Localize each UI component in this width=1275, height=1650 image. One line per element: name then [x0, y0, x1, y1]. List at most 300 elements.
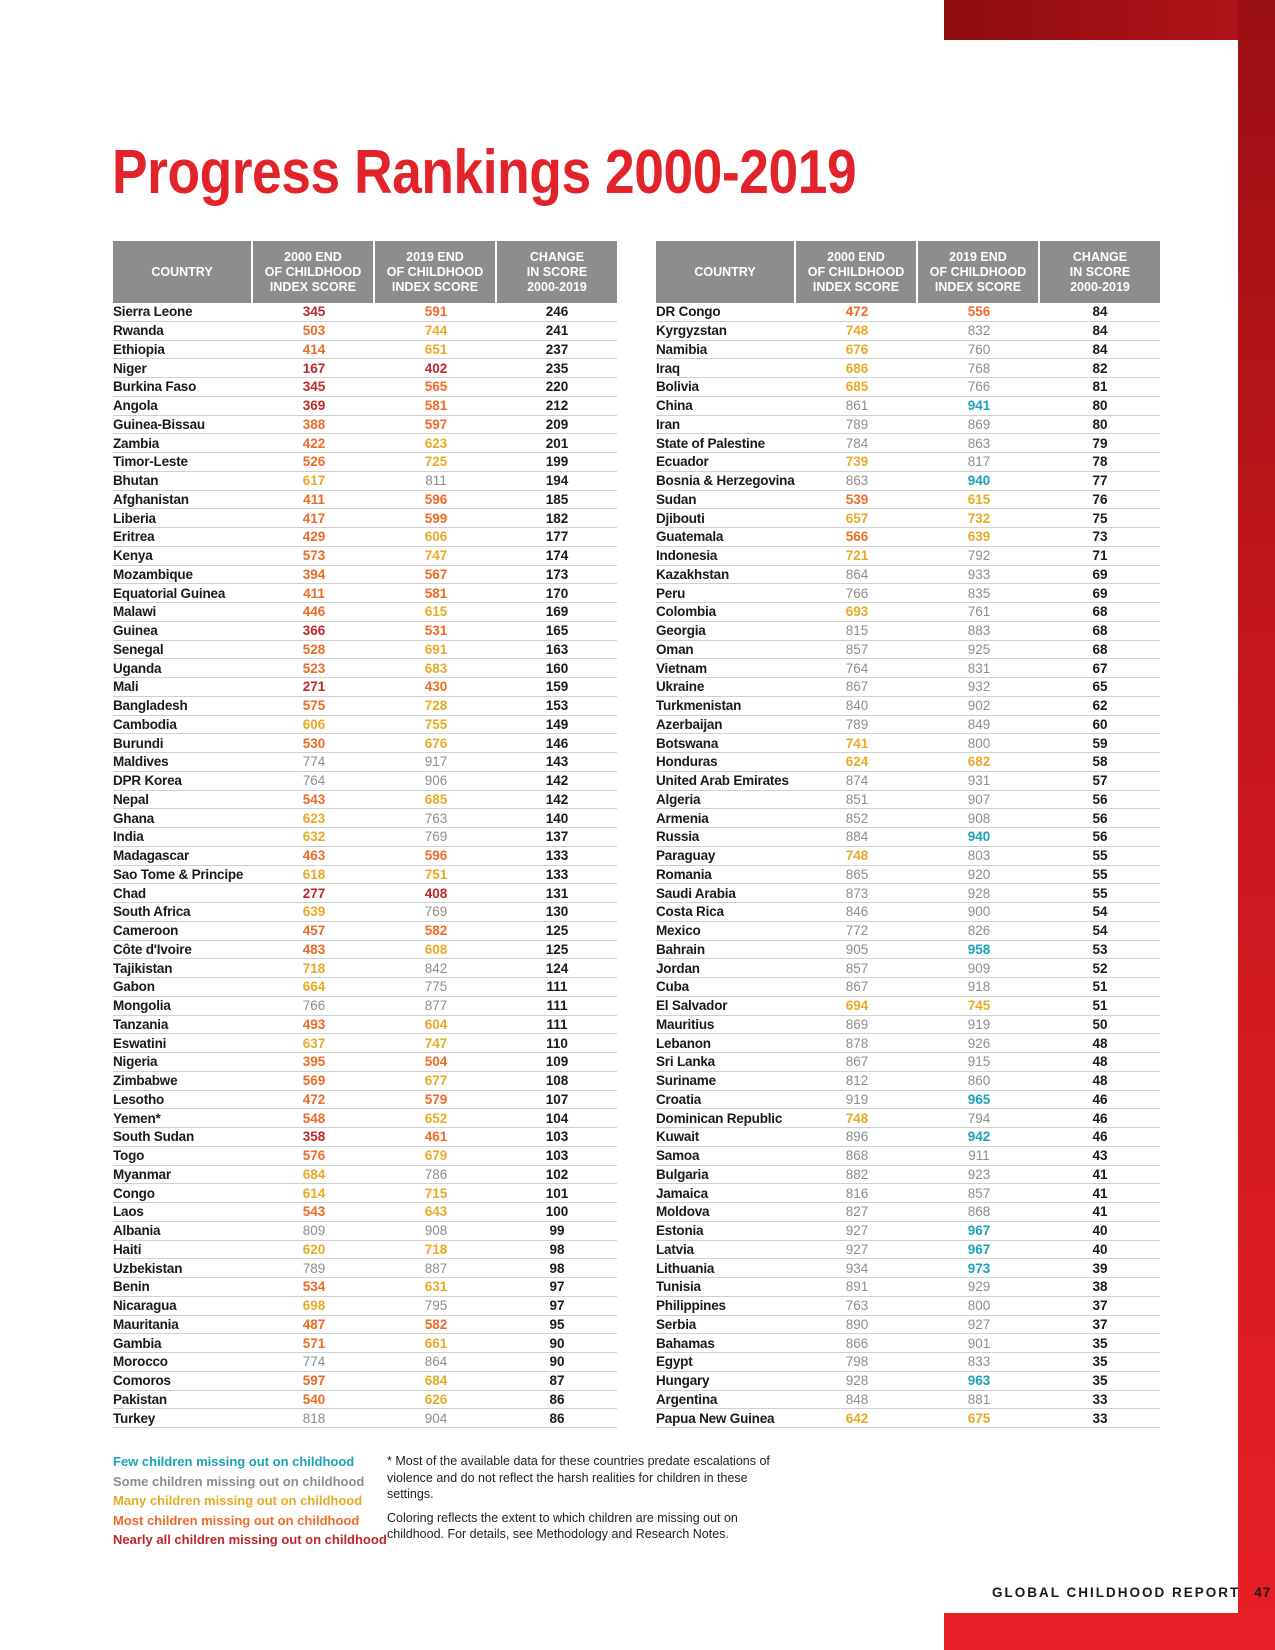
score-2000: 868: [845, 1148, 869, 1164]
score-change: 98: [549, 1260, 565, 1276]
score-2019: 958: [967, 941, 991, 957]
bottom-accent-bar: [944, 1613, 1275, 1650]
score-2000: 411: [303, 491, 325, 507]
score-change: 71: [1092, 548, 1108, 564]
score-2019: 581: [424, 585, 448, 601]
score-2000: 896: [845, 1129, 869, 1145]
score-change: 90: [549, 1335, 565, 1351]
score-change: 33: [1092, 1410, 1108, 1426]
score-change: 69: [1092, 585, 1108, 601]
score-2000: 566: [845, 529, 869, 545]
table-row: [656, 1034, 1160, 1053]
score-2019: 769: [424, 904, 448, 920]
country-name: Bhutan: [113, 473, 159, 489]
score-change: 125: [545, 923, 569, 939]
table-row: [656, 1241, 1160, 1260]
score-2019: 927: [967, 1316, 991, 1332]
score-change: 39: [1092, 1260, 1108, 1276]
table-row: [113, 734, 617, 753]
score-change: 48: [1092, 1073, 1108, 1089]
country-name: Kazakhstan: [656, 566, 730, 582]
country-name: Turkmenistan: [656, 698, 742, 714]
score-2000: 632: [302, 829, 326, 845]
score-2000: 664: [302, 979, 326, 995]
score-change: 102: [545, 1166, 569, 1182]
table-row: [656, 547, 1160, 566]
table-row: [656, 1072, 1160, 1091]
score-change: 173: [545, 566, 569, 582]
score-change: 68: [1092, 604, 1108, 620]
score-2019: 832: [967, 323, 991, 339]
table-row: [656, 1259, 1160, 1278]
score-2019: 800: [967, 1298, 991, 1314]
country-name: Botswana: [656, 735, 719, 751]
score-2000: 919: [845, 1091, 869, 1107]
score-2000: 548: [302, 1110, 326, 1126]
header-change: CHANGE IN SCORE 2000-2019: [497, 241, 617, 303]
score-2000: 463: [302, 848, 326, 864]
side-accent-bar: [1238, 0, 1275, 1650]
table-row: [656, 959, 1160, 978]
score-change: 237: [545, 341, 569, 357]
score-2019: 911: [968, 1148, 990, 1164]
table-row: [113, 922, 617, 941]
score-change: 142: [545, 773, 569, 789]
score-2000: 851: [845, 791, 869, 807]
score-2000: 861: [845, 398, 869, 414]
score-change: 69: [1092, 566, 1108, 582]
table-row: [656, 828, 1160, 847]
table-row: [656, 1334, 1160, 1353]
table-row: [656, 322, 1160, 341]
score-2019: 651: [424, 341, 448, 357]
score-2000: 766: [302, 998, 326, 1014]
table-row: [113, 997, 617, 1016]
score-2019: 967: [967, 1223, 991, 1239]
country-name: Ghana: [113, 810, 155, 826]
score-2019: 751: [424, 866, 448, 882]
score-change: 111: [546, 1016, 568, 1032]
score-2019: 677: [424, 1073, 448, 1089]
table-body: [113, 303, 617, 1428]
table-row: [656, 866, 1160, 885]
table-row: [113, 1353, 617, 1372]
score-2000: 867: [845, 1054, 869, 1070]
score-2019: 661: [424, 1335, 448, 1351]
country-name: Mongolia: [113, 998, 171, 1014]
score-change: 41: [1092, 1204, 1108, 1220]
table-row: [113, 1222, 617, 1241]
table-row: [656, 1316, 1160, 1335]
table-row: [113, 1034, 617, 1053]
score-2000: 534: [302, 1279, 326, 1295]
score-2019: 918: [967, 979, 991, 995]
score-change: 98: [549, 1241, 565, 1257]
score-2000: 774: [302, 1354, 326, 1370]
table-header: [656, 241, 1160, 303]
score-change: 111: [546, 998, 568, 1014]
score-2019: 864: [424, 1354, 448, 1370]
country-name: South Africa: [113, 904, 191, 920]
score-change: 246: [545, 304, 569, 320]
table-row: [113, 1334, 617, 1353]
country-name: Burkina Faso: [113, 379, 197, 395]
country-name: Equatorial Guinea: [113, 585, 226, 601]
table-row: [656, 303, 1160, 322]
score-2019: 683: [424, 660, 448, 676]
score-2019: 684: [424, 1373, 448, 1389]
country-name: Lesotho: [113, 1091, 165, 1107]
score-change: 160: [545, 660, 569, 676]
score-change: 41: [1092, 1166, 1108, 1182]
table-row: [656, 416, 1160, 435]
score-change: 59: [1092, 735, 1108, 751]
score-2000: 576: [302, 1148, 326, 1164]
table-row: [113, 453, 617, 472]
table-row: [656, 884, 1160, 903]
country-name: Papua New Guinea: [656, 1410, 775, 1426]
table-row: [113, 809, 617, 828]
country-name: Mali: [113, 679, 139, 695]
country-name: Afghanistan: [113, 491, 189, 507]
score-2019: 675: [967, 1410, 991, 1426]
score-change: 40: [1092, 1223, 1108, 1239]
score-2000: 369: [302, 398, 326, 414]
score-change: 137: [545, 829, 569, 845]
score-change: 58: [1092, 754, 1108, 770]
country-name: Bangladesh: [113, 698, 188, 714]
score-2000: 764: [302, 773, 326, 789]
score-change: 41: [1092, 1185, 1108, 1201]
table-row: [113, 1259, 617, 1278]
score-2000: 618: [302, 866, 326, 882]
score-2000: 798: [845, 1354, 869, 1370]
score-2019: 631: [424, 1279, 448, 1295]
score-2000: 446: [302, 604, 326, 620]
score-2000: 614: [302, 1185, 326, 1201]
score-2019: 623: [424, 435, 448, 451]
score-2000: 884: [845, 829, 869, 845]
score-2000: 848: [845, 1391, 869, 1407]
score-change: 142: [545, 791, 569, 807]
table-row: [656, 678, 1160, 697]
score-change: 209: [545, 416, 569, 432]
score-2000: 543: [302, 791, 326, 807]
score-2000: 657: [845, 510, 869, 526]
score-change: 143: [545, 754, 569, 770]
score-2019: 915: [967, 1054, 991, 1070]
legend-many: Many children missing out on childhood: [113, 1493, 363, 1508]
country-name: Kenya: [113, 548, 153, 564]
score-2019: 868: [967, 1204, 991, 1220]
country-name: Serbia: [656, 1316, 697, 1332]
score-change: 109: [545, 1054, 569, 1070]
score-2019: 461: [424, 1129, 448, 1145]
score-2000: 857: [845, 641, 869, 657]
score-change: 33: [1092, 1391, 1108, 1407]
score-2000: 167: [302, 360, 326, 376]
country-name: Angola: [113, 398, 158, 414]
score-change: 81: [1092, 379, 1108, 395]
score-2000: 857: [845, 960, 869, 976]
country-name: Armenia: [656, 810, 709, 826]
table-row: [113, 716, 617, 735]
score-2019: 728: [424, 698, 448, 714]
score-change: 97: [549, 1279, 565, 1295]
page-title: Progress Rankings 2000-2019: [112, 138, 857, 207]
header-country: COUNTRY: [113, 241, 251, 303]
score-2000: 569: [302, 1073, 326, 1089]
country-name: Myanmar: [113, 1166, 171, 1182]
table-row: [656, 1016, 1160, 1035]
score-change: 124: [545, 960, 569, 976]
table-row: [113, 866, 617, 885]
country-name: Niger: [113, 360, 147, 376]
country-name: Suriname: [656, 1073, 716, 1089]
table-row: [656, 641, 1160, 660]
score-2019: 775: [424, 979, 448, 995]
score-change: 56: [1092, 829, 1108, 845]
score-change: 86: [549, 1391, 565, 1407]
score-2019: 919: [967, 1016, 991, 1032]
table-row: [113, 1184, 617, 1203]
top-accent-bar: [944, 0, 1275, 40]
table-row: [113, 1166, 617, 1185]
score-2019: 926: [967, 1035, 991, 1051]
country-name: Laos: [113, 1204, 144, 1220]
table-row: [656, 1128, 1160, 1147]
score-2000: 472: [302, 1091, 326, 1107]
score-change: 103: [545, 1129, 569, 1145]
score-2019: 933: [967, 566, 991, 582]
score-2000: 809: [302, 1223, 326, 1239]
coloring-note: Coloring reflects the extent to which children are missing out on childhood. For details, see Methodology and Research Notes.: [387, 1510, 738, 1541]
score-2019: 408: [424, 885, 448, 901]
score-2019: 942: [967, 1129, 991, 1145]
country-name: Mauritius: [656, 1016, 715, 1032]
table-row: [656, 1297, 1160, 1316]
score-2019: 925: [967, 641, 991, 657]
table-row: [113, 378, 617, 397]
table-row: [656, 566, 1160, 585]
score-2019: 831: [967, 660, 991, 676]
score-2000: 487: [302, 1316, 326, 1332]
country-name: Zimbabwe: [113, 1073, 178, 1089]
score-change: 133: [545, 848, 569, 864]
country-name: Moldova: [656, 1204, 710, 1220]
country-name: Togo: [113, 1148, 145, 1164]
score-change: 103: [545, 1148, 569, 1164]
score-change: 108: [545, 1073, 569, 1089]
country-name: Djibouti: [656, 510, 705, 526]
score-change: 56: [1092, 810, 1108, 826]
country-name: Costa Rica: [656, 904, 724, 920]
table-row: [113, 584, 617, 603]
score-change: 37: [1092, 1316, 1108, 1332]
score-2000: 526: [302, 454, 326, 470]
table-row: [113, 847, 617, 866]
table-row: [113, 641, 617, 660]
table-row: [656, 753, 1160, 772]
score-change: 241: [545, 323, 569, 339]
score-2000: 271: [302, 679, 326, 695]
score-2019: 596: [424, 848, 448, 864]
country-name: Nepal: [113, 791, 149, 807]
score-2000: 698: [302, 1298, 326, 1314]
score-2000: 846: [845, 904, 869, 920]
score-change: 62: [1092, 698, 1108, 714]
score-2019: 860: [967, 1073, 991, 1089]
country-name: Hungary: [656, 1373, 710, 1389]
table-row: [656, 434, 1160, 453]
table-row: [113, 1109, 617, 1128]
page-number: 47: [1254, 1585, 1272, 1600]
score-change: 46: [1092, 1129, 1108, 1145]
score-2019: 932: [967, 679, 991, 695]
country-name: Jamaica: [656, 1185, 708, 1201]
table-row: [656, 453, 1160, 472]
score-2019: 900: [967, 904, 991, 920]
country-name: Peru: [656, 585, 686, 601]
country-name: Russia: [656, 829, 700, 845]
score-2000: 597: [302, 1373, 326, 1389]
country-name: Eswatini: [113, 1035, 167, 1051]
score-change: 77: [1092, 473, 1108, 489]
country-name: Sri Lanka: [656, 1054, 715, 1070]
score-2019: 857: [967, 1185, 991, 1201]
country-name: Benin: [113, 1279, 150, 1295]
score-change: 51: [1092, 998, 1108, 1014]
score-2019: 745: [967, 998, 991, 1014]
legend-most: Most children missing out on childhood: [113, 1512, 360, 1528]
score-2019: 833: [967, 1354, 991, 1370]
score-2000: 457: [302, 923, 326, 939]
table-row: [656, 716, 1160, 735]
score-change: 82: [1092, 360, 1108, 376]
table-row: [113, 941, 617, 960]
score-2019: 760: [967, 341, 991, 357]
score-2019: 682: [967, 754, 991, 770]
score-change: 131: [545, 885, 569, 901]
legend-nearly: Nearly all children missing out on childhood: [113, 1532, 387, 1547]
score-2000: 684: [302, 1166, 326, 1182]
table-row: [113, 397, 617, 416]
score-2019: 800: [967, 735, 991, 751]
score-2000: 874: [845, 773, 869, 789]
score-change: 54: [1092, 904, 1108, 920]
table-row: [113, 1072, 617, 1091]
score-2000: 891: [845, 1279, 869, 1295]
score-change: 220: [545, 379, 569, 395]
score-change: 170: [545, 585, 569, 601]
country-name: Guinea-Bissau: [113, 416, 205, 432]
country-name: Mexico: [656, 923, 701, 939]
table-row: [113, 772, 617, 791]
table-row: [113, 509, 617, 528]
header-score-2000: 2000 END OF CHILDHOOD INDEX SCORE: [253, 241, 373, 303]
table-row: [656, 697, 1160, 716]
score-2000: 789: [845, 416, 869, 432]
notes: [387, 1453, 787, 1550]
table-row: [113, 566, 617, 585]
country-name: El Salvador: [656, 998, 728, 1014]
score-2000: 766: [845, 585, 869, 601]
score-2000: 748: [845, 848, 869, 864]
score-change: 75: [1092, 510, 1108, 526]
score-2019: 597: [424, 416, 448, 432]
table-row: [656, 1109, 1160, 1128]
score-2000: 865: [845, 866, 869, 882]
country-name: Romania: [656, 866, 712, 882]
score-2019: 626: [424, 1391, 448, 1407]
table-row: [113, 1053, 617, 1072]
table-body: [656, 303, 1160, 1428]
score-change: 100: [545, 1204, 569, 1220]
country-name: Argentina: [656, 1391, 718, 1407]
score-2000: 411: [303, 585, 325, 601]
table-row: [113, 622, 617, 641]
score-2000: 869: [845, 1016, 869, 1032]
table-row: [656, 397, 1160, 416]
score-2000: 543: [302, 1204, 326, 1220]
score-change: 60: [1092, 716, 1108, 732]
score-change: 140: [545, 810, 569, 826]
country-name: Comoros: [113, 1373, 171, 1389]
score-change: 35: [1092, 1373, 1108, 1389]
country-name: Estonia: [656, 1223, 704, 1239]
score-2019: 842: [424, 960, 448, 976]
score-change: 84: [1092, 323, 1108, 339]
score-change: 54: [1092, 923, 1108, 939]
table-row: [656, 922, 1160, 941]
score-2019: 769: [424, 829, 448, 845]
score-2019: 973: [967, 1260, 991, 1276]
score-2000: 815: [845, 623, 869, 639]
score-2000: 345: [302, 379, 326, 395]
score-2000: 624: [845, 754, 869, 770]
score-change: 90: [549, 1354, 565, 1370]
score-2000: 573: [302, 548, 326, 564]
score-2000: 864: [845, 566, 869, 582]
score-change: 48: [1092, 1035, 1108, 1051]
score-change: 84: [1092, 304, 1108, 320]
score-2019: 596: [424, 491, 448, 507]
table-row: [113, 791, 617, 810]
country-name: Liberia: [113, 510, 156, 526]
country-name: Zambia: [113, 435, 160, 451]
score-change: 101: [545, 1185, 569, 1201]
country-name: Sierra Leone: [113, 304, 193, 320]
score-2000: 617: [302, 473, 326, 489]
score-2019: 795: [424, 1298, 448, 1314]
score-2000: 575: [302, 698, 326, 714]
score-change: 78: [1092, 454, 1108, 470]
score-change: 50: [1092, 1016, 1108, 1032]
table-row: [656, 1278, 1160, 1297]
table-row: [113, 1147, 617, 1166]
score-change: 40: [1092, 1241, 1108, 1257]
country-name: Mozambique: [113, 566, 193, 582]
table-row: [113, 303, 617, 322]
table-row: [656, 1184, 1160, 1203]
rankings-table-right: [656, 241, 1160, 1428]
country-name: Cambodia: [113, 716, 177, 732]
score-2000: 867: [845, 979, 869, 995]
table-row: [113, 491, 617, 510]
score-2000: 528: [302, 641, 326, 657]
score-change: 199: [545, 454, 569, 470]
country-name: India: [113, 829, 144, 845]
